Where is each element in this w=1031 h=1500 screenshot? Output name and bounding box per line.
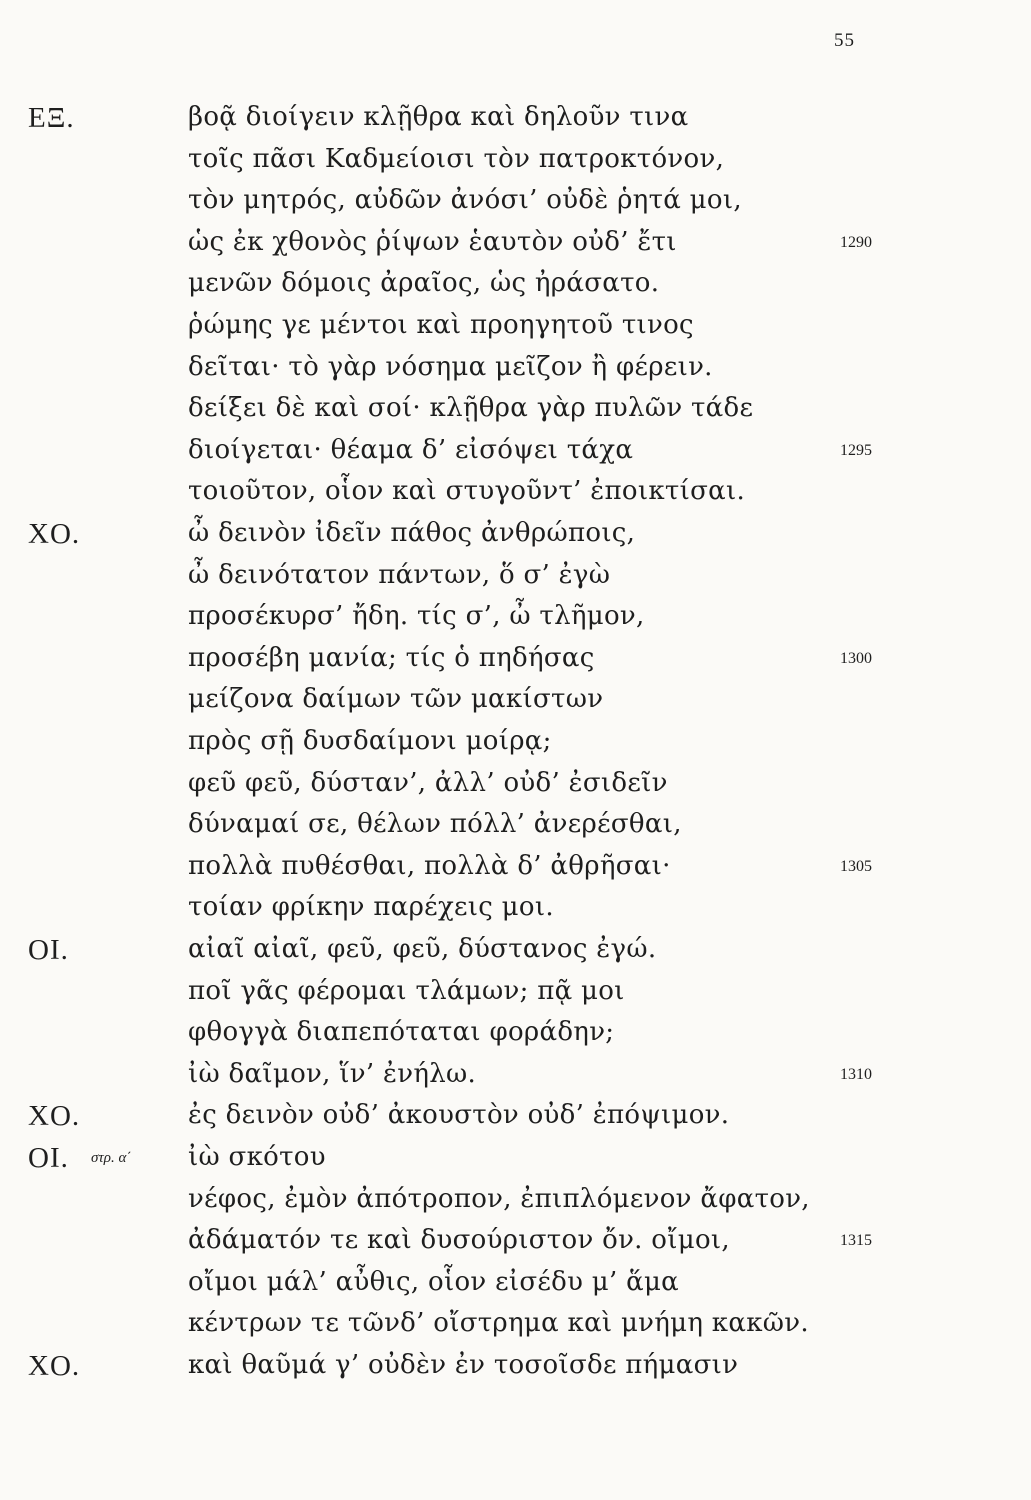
verse-line: [28, 1100, 881, 1141]
strophe-marker: στρ. α΄: [91, 1150, 132, 1166]
line-number: 1305: [840, 857, 872, 875]
line-number: 1300: [840, 649, 872, 667]
verse-line: [28, 144, 881, 185]
verse-line: [28, 726, 881, 767]
verse-line: [28, 476, 881, 517]
verse-line: [28, 892, 881, 933]
verse-line: [28, 1142, 881, 1183]
verse-text: τοῖς πᾶσι Καδμείοισι τὸν πατροκτόνον,: [188, 143, 725, 174]
verse-line: [28, 684, 881, 725]
verse-text: τοίαν φρίκην παρέχεις μοι.: [188, 892, 554, 923]
verse-line: [28, 352, 881, 393]
line-number: 1295: [840, 441, 872, 459]
verse-line: [28, 560, 881, 601]
verse-text: ἐς δεινὸν οὐδ’ ἀκουστὸν οὐδ’ ἐπόψιμον.: [188, 1100, 730, 1131]
verse-text: καὶ θαῦμά γ’ οὐδὲν ἐν τοσοῖσδε πήμασιν: [188, 1350, 739, 1380]
verse-line: [28, 1350, 881, 1391]
verse-line: [28, 518, 881, 559]
verse-line: [28, 934, 881, 975]
verse-line: [28, 976, 881, 1017]
verse-line: [28, 1059, 881, 1100]
verse-text: προσέκυρσ’ ἤδη. τίς σ’, ὦ τλῆμον,: [188, 601, 645, 632]
verse-text: ὦ δεινότατον πάντων, ὅ σ’ ἐγὼ: [188, 559, 611, 590]
verse-line: [28, 809, 881, 850]
verse-text: ῥώμης γε μέντοι καὶ προηγητοῦ τινος: [188, 310, 694, 340]
verse-text: φθογγὰ διαπεπόταται φοράδην;: [188, 1017, 615, 1048]
verse-line: [28, 102, 881, 143]
verse-line: [28, 851, 881, 892]
verse-line: [28, 643, 881, 684]
verse-text: τὸν μητρός, αὐδῶν ἀνόσι’ οὐδὲ ῥητά μοι,: [188, 185, 742, 216]
verse-text: φεῦ φεῦ, δύσταν’, ἀλλ’ οὐδ’ ἐσιδεῖν: [188, 767, 668, 798]
page-number: 55: [834, 30, 855, 51]
verse-text: τοιοῦτον, οἷον καὶ στυγοῦντ’ ἐποικτίσαι.: [188, 476, 746, 507]
verse-line: [28, 601, 881, 642]
verse-line: [28, 310, 881, 351]
verse-line: [28, 393, 881, 434]
verse-text: νέφος, ἐμὸν ἀπότροπον, ἐπιπλόμενον ἄφατον,: [188, 1183, 810, 1214]
verse-text: βοᾷ διοίγειν κλῇθρα καὶ δηλοῦν τινα: [188, 102, 689, 132]
verse-text: μείζονα δαίμων τῶν μακίστων: [188, 684, 604, 715]
verse-text: δεῖται· τὸ γὰρ νόσημα μεῖζον ἢ φέρειν.: [188, 351, 713, 382]
verse-line: [28, 1184, 881, 1225]
speaker-label: ΧΟ.: [28, 1350, 81, 1382]
verse-text: ἰὼ δαῖμον, ἵν’ ἐνήλω.: [188, 1058, 477, 1089]
verse-text: ἀδάματόν τε καὶ δυσούριστον ὄν. οἴμοι,: [188, 1225, 730, 1256]
verse-text: δείξει δὲ καὶ σοί· κλῇθρα γὰρ πυλῶν τάδε: [188, 393, 754, 424]
verse-line: [28, 227, 881, 268]
speaker-label: ΧΟ.: [28, 518, 81, 550]
verse-text: μενῶν δόμοις ἀραῖος, ὡς ἠράσατο.: [188, 268, 660, 299]
verse-text: δύναμαί σε, θέλων πόλλ’ ἀνερέσθαι,: [188, 809, 682, 840]
verse-line: [28, 185, 881, 226]
verse-text: αἰαῖ αἰαῖ, φεῦ, φεῦ, δύστανος ἐγώ.: [188, 934, 657, 964]
verse-line: [28, 1225, 881, 1266]
speaker-label: ΧΟ.: [28, 1100, 81, 1133]
speaker-label: ΟΙ.: [28, 1142, 69, 1174]
verse-text: ποῖ γᾶς φέρομαι τλάμων; πᾷ μοι: [188, 975, 625, 1006]
verse-line: [28, 1267, 881, 1308]
verse-line: [28, 768, 881, 809]
verse-text: ὡς ἐκ χθονὸς ῥίψων ἑαυτὸν οὐδ’ ἔτι: [188, 226, 677, 257]
speaker-label: ΟΙ.: [28, 934, 69, 966]
verse-text: πρὸς σῇ δυσδαίμονι μοίρᾳ;: [188, 726, 552, 756]
line-number: 1315: [840, 1232, 872, 1250]
verse-line: [28, 268, 881, 309]
verse-text: διοίγεται· θέαμα δ’ εἰσόψει τάχα: [188, 434, 634, 465]
verse-text: ἰὼ σκότου: [188, 1142, 326, 1172]
verse-text: οἴμοι μάλ’ αὖθις, οἷον εἰσέδυ μ’ ἅμα: [188, 1266, 680, 1297]
verse-text: πολλὰ πυθέσθαι, πολλὰ δ’ ἀθρῆσαι·: [188, 850, 671, 881]
verse-line: [28, 1308, 881, 1349]
line-number: 1290: [840, 233, 872, 251]
verse-line: [28, 1017, 881, 1058]
speaker-label: ΕΞ.: [28, 102, 75, 134]
verse-text: κέντρων τε τῶνδ’ οἴστρημα καὶ μνήμη κακῶν.: [188, 1308, 809, 1339]
verse-line: [28, 435, 881, 476]
verse-text: ὦ δεινὸν ἰδεῖν πάθος ἀνθρώποις,: [188, 518, 636, 548]
verse-text: προσέβη μανία; τίς ὁ πηδήσας: [188, 642, 595, 673]
line-number: 1310: [840, 1065, 872, 1083]
